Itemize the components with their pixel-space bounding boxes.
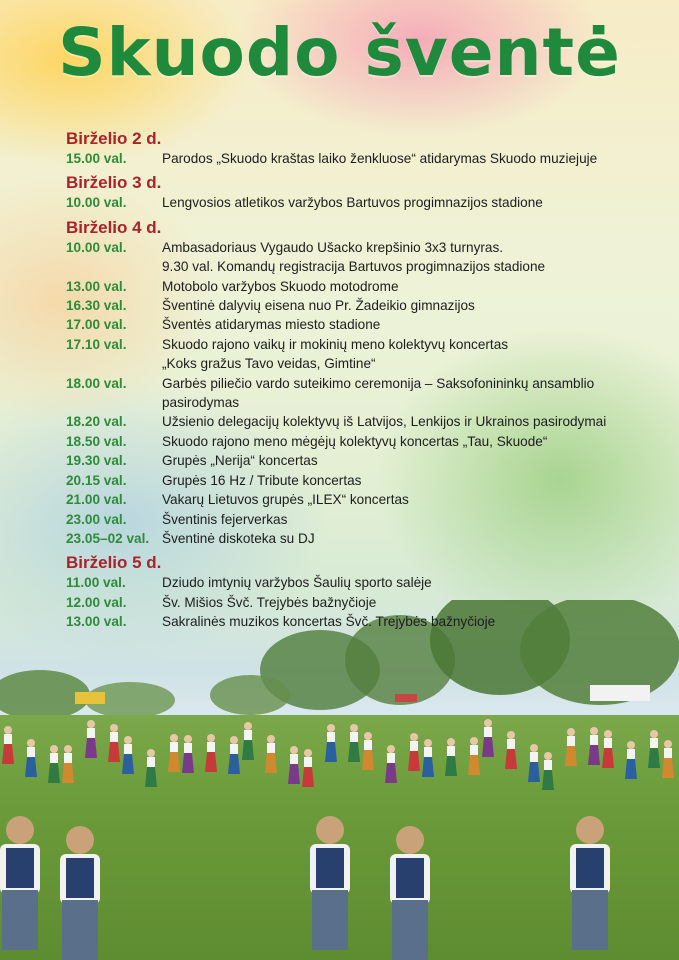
- event-description: [162, 238, 666, 277]
- event-description-line: Garbės piliečio vardo suteikimo ceremonija – Saksofonininkų ansamblio: [162, 375, 595, 391]
- event-time: 10.00 val.: [66, 239, 127, 255]
- event-description-line: pasirodymas: [162, 395, 240, 411]
- event-time: 18.50 val.: [66, 433, 127, 449]
- dancer-figure: [62, 745, 74, 783]
- event-row: [66, 510, 666, 529]
- event-time: 12.00 val.: [66, 594, 127, 610]
- event-row: [66, 432, 666, 451]
- event-row: [66, 593, 666, 612]
- dancer-figure: [625, 741, 637, 779]
- dancer-figure: [648, 730, 660, 768]
- event-row: [66, 193, 666, 212]
- event-description-line: Motobolo varžybos Skuodo motodrome: [162, 278, 399, 294]
- event-row: [66, 490, 666, 509]
- event-description: [162, 335, 666, 374]
- event-description-line: Grupės „Nerija“ koncertas: [162, 453, 318, 469]
- dancer-figure: [122, 736, 134, 774]
- event-description: [162, 529, 666, 548]
- event-time: 17.10 val.: [66, 336, 127, 352]
- dancer-figure: [542, 752, 554, 790]
- event-description-line: Skuodo rajono vaikų ir mokinių meno kolektyvų koncertas: [162, 336, 509, 352]
- event-description-line: Šventės atidarymas miesto stadione: [162, 317, 381, 333]
- dancer-figure: [228, 736, 240, 774]
- event-description-line: Parodos „Skuodo kraštas laiko ženkluose“ atidarymas Skuodo muziejuje: [162, 151, 598, 166]
- event-time: 18.20 val.: [66, 414, 127, 430]
- dancer-figure: [182, 735, 194, 773]
- dancer-figure: [570, 816, 610, 950]
- day-heading: Birželio 4 d.: [66, 217, 162, 237]
- dancer-figure: [385, 745, 397, 783]
- event-description: [162, 149, 666, 168]
- dancer-figure: [468, 737, 480, 775]
- event-row: [66, 412, 666, 431]
- dancer-figure: [662, 740, 674, 778]
- event-description-line: Skuodo rajono meno mėgėjų kolektyvų koncertas „Tau, Skuode“: [162, 433, 548, 449]
- event-time: 21.00 val.: [66, 492, 127, 508]
- day-heading: Birželio 2 d.: [66, 129, 162, 148]
- event-time: 23.05–02 val.: [66, 530, 150, 546]
- event-row: [66, 573, 666, 592]
- event-description-line: Šventinė diskoteka su DJ: [162, 530, 315, 546]
- event-description-line: Dziudo imtynių varžybos Šaulių sporto salėje: [162, 575, 432, 591]
- dancer-figure: [25, 739, 37, 777]
- dancer-figure: [408, 733, 420, 771]
- dancer-figure: [265, 735, 277, 773]
- event-row: [66, 335, 666, 374]
- dancer-figure: [0, 816, 40, 950]
- event-description-line: Vakarų Lietuvos grupės „ILEX“ koncertas: [162, 492, 409, 508]
- event-description: [162, 573, 666, 592]
- poster-title: Skuodo šventė: [58, 14, 621, 91]
- event-description: [162, 277, 666, 296]
- event-time: 19.30 val.: [66, 453, 127, 469]
- event-time: 10.00 val.: [66, 195, 127, 211]
- dancer-figure: [528, 744, 540, 782]
- event-description-line: Sakralinės muzikos koncertas Švč. Trejybės bažnyčioje: [162, 614, 496, 630]
- dancer-figure: [325, 724, 337, 762]
- event-description: [162, 296, 666, 315]
- event-row: [66, 238, 666, 277]
- event-time: 11.00 val.: [66, 575, 126, 591]
- dancer-figure: [302, 749, 314, 787]
- event-row: [66, 277, 666, 296]
- day-heading: Birželio 3 d.: [66, 173, 162, 193]
- dancer-figure: [288, 746, 300, 784]
- event-description-line: 9.30 val. Komandų registracija Bartuvos progimnazijos stadione: [162, 259, 546, 275]
- dancer-figure: [108, 724, 120, 762]
- dancer-figure: [422, 739, 434, 777]
- event-description: [162, 451, 666, 470]
- event-description-line: Lengvosios atletikos varžybos Bartuvos progimnazijos stadione: [162, 195, 543, 211]
- day-heading: Birželio 5 d.: [66, 553, 162, 573]
- event-time: 20.15 val.: [66, 472, 127, 488]
- dancer-figure: [145, 749, 157, 787]
- dancer-figure: [242, 722, 254, 760]
- event-row: [66, 471, 666, 490]
- event-time: 15.00 val.: [66, 151, 127, 166]
- dancer-figure: [2, 726, 14, 764]
- event-row: [66, 529, 666, 548]
- event-description: [162, 490, 666, 509]
- event-description-line: Grupės 16 Hz / Tribute koncertas: [162, 472, 362, 488]
- dancer-figure: [48, 745, 60, 783]
- event-time: 23.00 val.: [66, 511, 127, 527]
- dancer-figure: [362, 732, 374, 770]
- event-description: [162, 374, 666, 413]
- event-description-line: Ambasadoriaus Vygaudo Ušacko krepšinio 3x3 turnyras.: [162, 239, 504, 255]
- dancer-figure: [505, 731, 517, 769]
- event-description: [162, 412, 666, 431]
- event-description: [162, 432, 666, 451]
- event-description-line: Užsienio delegacijų kolektyvų iš Latvijos, Lenkijos ir Ukrainos pasirodymai: [162, 414, 607, 430]
- event-row: [66, 315, 666, 334]
- day-section: [66, 128, 666, 168]
- dancer-figure: [390, 826, 430, 960]
- event-description-line: Šventinis fejerverkas: [162, 511, 288, 527]
- event-row: [66, 296, 666, 315]
- event-time: 18.00 val.: [66, 375, 127, 391]
- dancer-figure: [602, 730, 614, 768]
- event-description: [162, 471, 666, 490]
- event-schedule: [66, 128, 666, 636]
- dancer-figure: [565, 728, 577, 766]
- event-description-line: Šventinė dalyvių eisena nuo Pr. Žadeikio gimnazijos: [162, 298, 475, 314]
- dancer-figure: [205, 734, 217, 772]
- event-time: 13.00 val.: [66, 278, 127, 294]
- day-section: [66, 217, 666, 549]
- dancer-figure: [445, 738, 457, 776]
- dancer-figure: [168, 734, 180, 772]
- dancer-figure: [588, 727, 600, 765]
- dancer-figure: [310, 816, 350, 950]
- day-section: [66, 172, 666, 212]
- folk-dancers-image: [0, 690, 679, 960]
- event-row: [66, 374, 666, 413]
- event-description: [162, 612, 666, 631]
- event-description: [162, 193, 666, 212]
- day-section: [66, 552, 666, 631]
- dancer-figure: [85, 720, 97, 758]
- dancer-figure: [60, 826, 100, 960]
- dancer-figure: [348, 724, 360, 762]
- event-description: [162, 510, 666, 529]
- event-description-line: „Koks gražus Tavo veidas, Gimtine“: [162, 356, 376, 372]
- event-time: 17.00 val.: [66, 317, 127, 333]
- event-description: [162, 593, 666, 612]
- event-row: [66, 451, 666, 470]
- event-description: [162, 315, 666, 334]
- event-row: [66, 612, 666, 631]
- dancer-figure: [482, 719, 494, 757]
- event-time: 13.00 val.: [66, 614, 127, 630]
- event-description-line: Šv. Mišios Švč. Trejybės bažnyčioje: [162, 594, 377, 610]
- event-row: [66, 149, 666, 168]
- event-time: 16.30 val.: [66, 298, 127, 314]
